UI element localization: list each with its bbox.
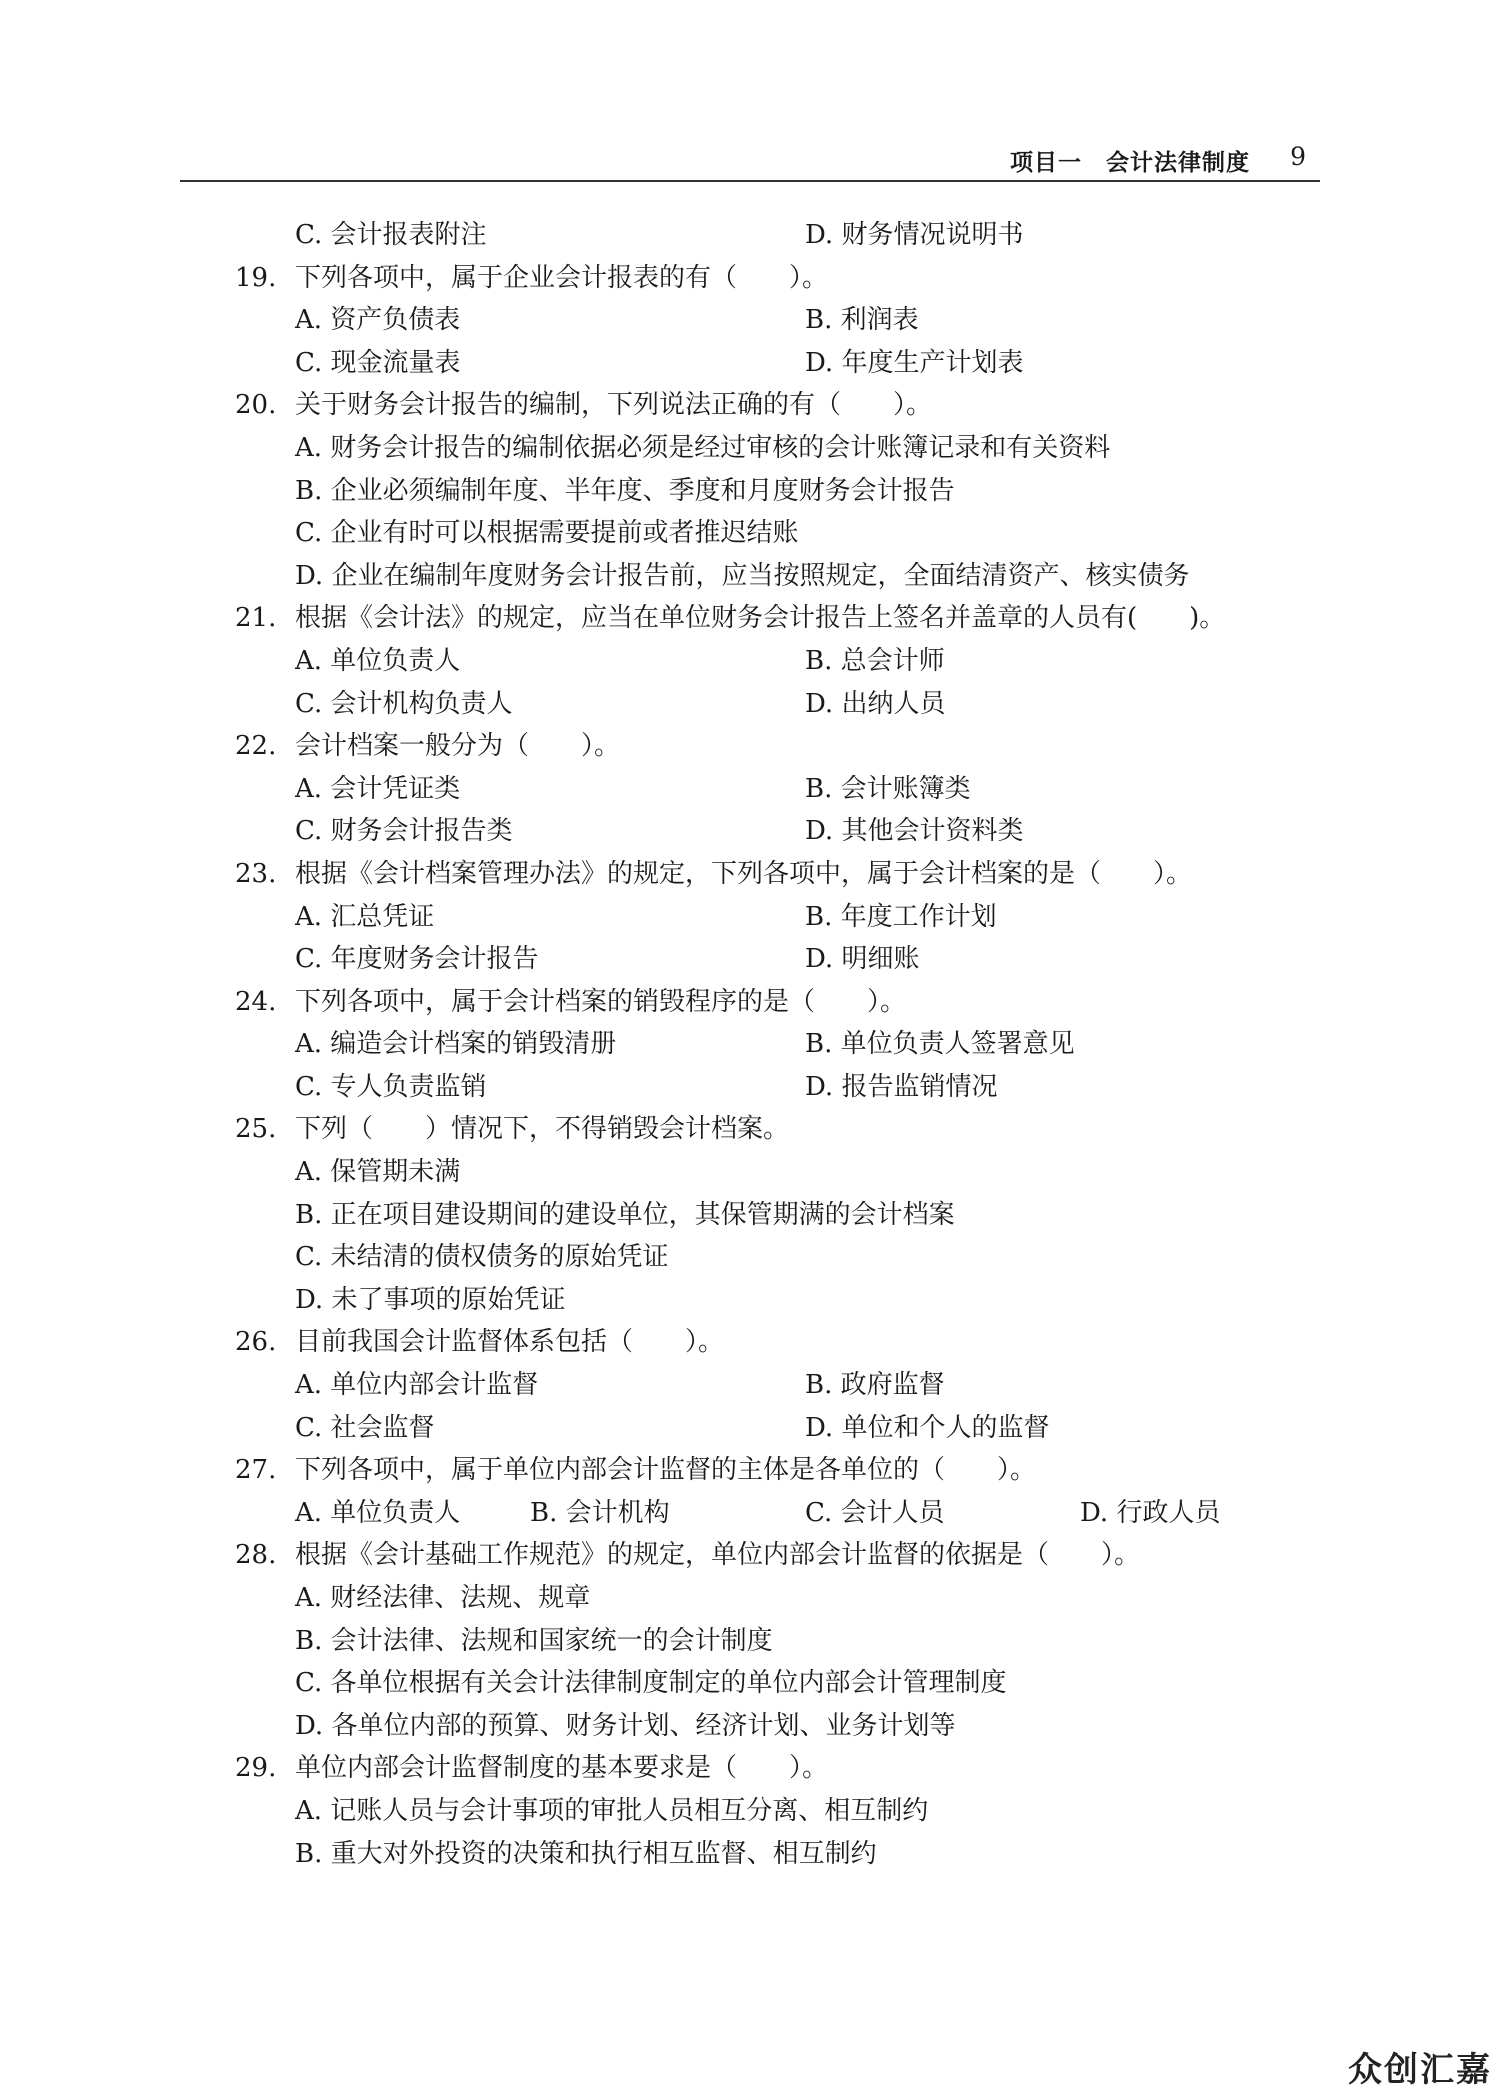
option-text: D. 各单位内部的预算、财务计划、经济计划、业务计划等 [295, 1710, 956, 1741]
question-number: 23. [235, 858, 277, 889]
option-row [235, 1151, 1335, 1194]
option-text: B. 会计机构 [530, 1497, 670, 1528]
option-text: B. 政府监督 [805, 1370, 945, 1401]
question-text: 根据《会计法》的规定，应当在单位财务会计报告上签名并盖章的人员有( )。 [295, 603, 1226, 634]
option-text: B. 企业必须编制年度、半年度、季度和月度财务会计报告 [295, 475, 955, 506]
option-text: C. 企业有时可以根据需要提前或者推迟结账 [295, 518, 799, 549]
option-text: B. 总会计师 [805, 645, 945, 676]
question-line [235, 725, 1335, 768]
option-text: C. 会计报表附注 [295, 220, 487, 250]
question-number: 25. [235, 1114, 277, 1145]
option-text: D. 出纳人员 [805, 688, 946, 719]
question-text: 下列（ ）情况下，不得销毁会计档案。 [295, 1114, 790, 1145]
option-text: B. 利润表 [805, 305, 919, 336]
option-row [235, 1364, 1335, 1407]
question-line [235, 1449, 1335, 1492]
option-row [235, 810, 1335, 853]
option-row [235, 512, 1335, 555]
option-row [235, 470, 1335, 513]
option-text: D. 报告监销情况 [805, 1071, 998, 1102]
option-row [235, 1662, 1335, 1705]
option-text: C. 会计人员 [805, 1497, 945, 1528]
option-text: C. 未结清的债权债务的原始凭证 [295, 1242, 669, 1273]
option-text: A. 财经法律、法规、规章 [295, 1583, 591, 1613]
question-number: 24. [235, 986, 277, 1017]
question-list [235, 214, 1335, 1875]
option-text: A. 记账人员与会计事项的审批人员相互分离、相互制约 [295, 1795, 929, 1826]
option-row [235, 342, 1335, 385]
option-text: A. 单位内部会计监督 [295, 1370, 539, 1401]
option-text: A. 会计凭证类 [295, 773, 461, 804]
option-text: C. 专人负责监销 [295, 1071, 487, 1102]
question-text: 根据《会计档案管理办法》的规定，下列各项中，属于会计档案的是（ ）。 [295, 858, 1193, 889]
option-text: B. 正在项目建设期间的建设单位，其保管期满的会计档案 [295, 1199, 955, 1230]
question-number: 26. [235, 1327, 277, 1358]
question-text: 下列各项中，属于企业会计报表的有（ ）。 [295, 262, 829, 293]
option-text: A. 保管期未满 [295, 1157, 461, 1188]
option-text: D. 企业在编制年度财务会计报告前，应当按照规定，全面结清资产、核实债务 [295, 560, 1190, 591]
option-row [235, 1833, 1335, 1876]
question-number: 21. [235, 603, 277, 634]
option-row [235, 1705, 1335, 1748]
option-row [235, 1620, 1335, 1663]
question-text: 下列各项中，属于会计档案的销毁程序的是（ ）。 [295, 986, 907, 1017]
watermark-logo: 众创汇嘉 [1348, 2050, 1492, 2090]
option-text: A. 汇总凭证 [295, 901, 435, 932]
question-line [235, 981, 1335, 1024]
question-line [235, 853, 1335, 896]
option-text: D. 单位和个人的监督 [805, 1412, 1050, 1443]
option-row [235, 555, 1335, 598]
option-row [235, 299, 1335, 342]
question-line [235, 1747, 1335, 1790]
page-number: 9 [1290, 142, 1306, 171]
question-line [235, 1108, 1335, 1151]
question-line [235, 1534, 1335, 1577]
option-text: C. 各单位根据有关会计法律制度制定的单位内部会计管理制度 [295, 1668, 1007, 1699]
option-text: D. 其他会计资料类 [805, 816, 1024, 847]
option-text: D. 行政人员 [1080, 1497, 1221, 1528]
chapter-title: 项目一 会计法律制度 [1010, 150, 1250, 176]
option-text: A. 单位负责人 [295, 645, 461, 676]
option-text: A. 编造会计档案的销毁清册 [295, 1029, 617, 1060]
option-text: D. 未了事项的原始凭证 [295, 1284, 566, 1315]
question-number: 27. [235, 1455, 277, 1486]
question-text: 关于财务会计报告的编制，下列说法正确的有（ ）。 [295, 390, 933, 421]
option-text: B. 年度工作计划 [805, 901, 997, 932]
option-text: A. 财务会计报告的编制依据必须是经过审核的会计账簿记录和有关资料 [295, 432, 1111, 463]
option-row [235, 1023, 1335, 1066]
question-line [235, 257, 1335, 300]
option-row [235, 1407, 1335, 1450]
option-row [235, 938, 1335, 981]
option-text: D. 年度生产计划表 [805, 347, 1024, 378]
option-text: D. 明细账 [805, 944, 920, 975]
question-text: 下列各项中，属于单位内部会计监督的主体是各单位的（ ）。 [295, 1455, 1037, 1486]
option-row [235, 1066, 1335, 1109]
option-text: A. 单位负责人 [295, 1497, 461, 1528]
option-row [235, 1236, 1335, 1279]
question-number: 28. [235, 1540, 277, 1571]
option-row [235, 896, 1335, 939]
option-text: B. 会计账簿类 [805, 773, 971, 804]
question-number: 19. [235, 262, 277, 293]
question-number: 22. [235, 731, 277, 762]
option-text: B. 会计法律、法规和国家统一的会计制度 [295, 1625, 773, 1656]
option-row [235, 1194, 1335, 1237]
question-text: 根据《会计基础工作规范》的规定，单位内部会计监督的依据是（ ）。 [295, 1540, 1141, 1571]
question-line [235, 1321, 1335, 1364]
option-text: D. 财务情况说明书 [805, 220, 1024, 250]
option-text: C. 年度财务会计报告 [295, 944, 539, 975]
question-line [235, 597, 1335, 640]
option-text: A. 资产负债表 [295, 305, 461, 336]
option-row [235, 1492, 1335, 1535]
option-row [235, 640, 1335, 683]
question-text: 目前我国会计监督体系包括（ ）。 [295, 1327, 725, 1358]
option-text: C. 财务会计报告类 [295, 816, 513, 847]
option-row [235, 1279, 1335, 1322]
option-row [235, 768, 1335, 811]
option-row [235, 1790, 1335, 1833]
page-header [180, 140, 1320, 182]
question-text: 单位内部会计监督制度的基本要求是（ ）。 [295, 1753, 829, 1784]
question-line [235, 384, 1335, 427]
option-text: B. 单位负责人签署意见 [805, 1029, 1075, 1060]
option-row [235, 683, 1335, 726]
option-row [235, 1577, 1335, 1620]
option-text: C. 会计机构负责人 [295, 688, 513, 719]
question-number: 20. [235, 390, 277, 421]
option-text: C. 社会监督 [295, 1412, 435, 1443]
option-text: B. 重大对外投资的决策和执行相互监督、相互制约 [295, 1838, 877, 1869]
question-number: 29. [235, 1753, 277, 1784]
option-text: C. 现金流量表 [295, 347, 461, 378]
question-text: 会计档案一般分为（ ）。 [295, 731, 621, 762]
option-row [235, 214, 1335, 257]
option-row [235, 427, 1335, 470]
